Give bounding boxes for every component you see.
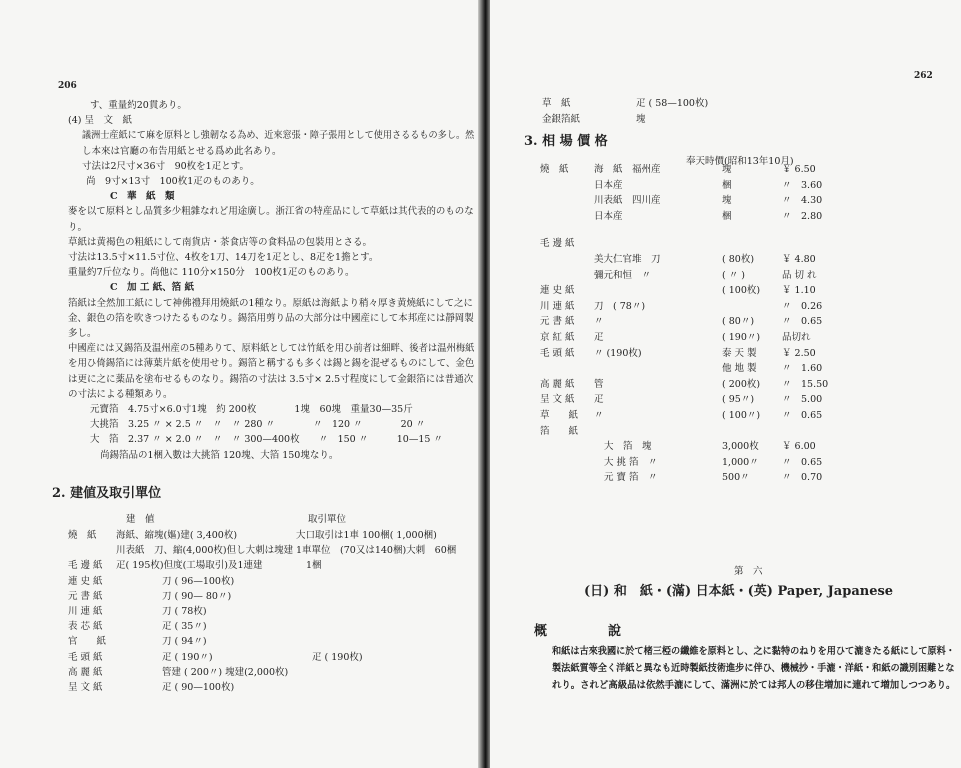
price-unit: ( 80〃) xyxy=(722,316,755,328)
overview-label: 說 xyxy=(608,624,622,639)
text-line: 金、銀色の箔を吹きつけたるものなり。錫箔用剪り品の大部分は中國産にして本邦産には靜岡製 xyxy=(68,312,474,324)
text-line: 尚錫箔品の1梱入數は大挑箔 120塊、大箔 150塊なり。 xyxy=(100,449,339,461)
price-variety: 日本産 xyxy=(594,210,623,222)
price-value: 品切れ xyxy=(782,332,811,343)
price-unit: ( 80枚) xyxy=(722,254,755,265)
price-item: 元 書 紙 xyxy=(540,316,575,328)
price-variety: 大 挑 箔 〃 xyxy=(604,456,658,468)
item-name: 金銀箔紙 xyxy=(542,114,581,125)
text-line: C 加 工 紙、箔 紙 xyxy=(110,282,194,294)
table-cell-price: 疋 ( 90—100枚) xyxy=(162,682,235,693)
price-variety: 美大仁官堆 刀 xyxy=(594,254,661,265)
price-value: 〃 0.65 xyxy=(782,456,823,468)
price-unit: ( 95〃) xyxy=(722,394,755,406)
price-unit: 塊 xyxy=(722,164,732,175)
text-line: 寸法は13.5寸×11.5寸位、4枚を1刀、14刀を1疋とし、8疋を1擔とす。 xyxy=(68,252,379,263)
text-line: し本來は官廳の布告用紙とせる爲め此名あり。 xyxy=(82,145,282,157)
price-variety: 川表紙 四川産 xyxy=(594,195,661,207)
price-value: 〃 0.65 xyxy=(782,316,823,328)
text-line: (4) 呈 文 紙 xyxy=(68,115,132,127)
price-item: 草 紙 xyxy=(540,410,579,421)
item-unit: 塊 xyxy=(636,114,646,125)
price-unit: ( 100枚) xyxy=(722,285,761,297)
table-cell-price: 刀 ( 90— 80〃) xyxy=(162,590,232,602)
price-item: 高 麗 紙 xyxy=(540,378,575,390)
text-line: 草紙は黄褐色の粗紙にして南貨店・茶食店等の食料品の包裝用とさる。 xyxy=(68,236,373,248)
price-variety: 日本産 xyxy=(594,179,623,191)
table-cell-unit: 1車單位 (70又は140梱)大刺 60梱 xyxy=(296,545,457,557)
text-line: 多し。 xyxy=(68,328,97,339)
table-cell-item: 高 麗 紙 xyxy=(68,666,103,678)
text-line: 大 箔 2.37 〃 × 2.0 〃 〃 〃 300—400枚 〃 150 〃 10—15 〃 xyxy=(90,434,443,446)
table-cell-price: 刀 ( 78枚) xyxy=(162,606,207,617)
price-unit: 梱 xyxy=(722,210,732,222)
text-line: を用ひ倚錫箔には薄葉片紙を使用せり。錫箔と稱するも多くは錫と錫を混ぜるものにして、金色 xyxy=(68,358,475,370)
text-line: の寸法による種類あり。 xyxy=(68,388,173,400)
overview-text: 和紙は古來我國に於て楮三椏の纖維を原料とし、之に黏特のねりを用ひて漉きたる紙にして原料・ xyxy=(552,646,955,657)
price-item: 燒 紙 xyxy=(540,164,569,175)
text-line: 中國産には又錫箔及温州産の5種ありて、原料紙としては竹紙を用ひ前者は細畔、後者は温州梅紙 xyxy=(68,343,475,355)
section-title: 2. 建値及取引單位 xyxy=(52,486,162,501)
table-cell-item: 連 史 紙 xyxy=(68,575,103,587)
price-value: 〃 0.65 xyxy=(782,410,823,421)
table-header: 建 値 xyxy=(126,514,155,525)
price-unit: ( 190〃) xyxy=(722,332,761,343)
chapter-number: 第 六 xyxy=(734,566,763,577)
price-variety: 疋 xyxy=(594,394,604,406)
page-number: 206 xyxy=(58,81,77,91)
price-value: ￥ 1.10 xyxy=(782,285,816,297)
price-value: 〃 15.50 xyxy=(782,378,829,390)
price-item: 毛 頭 紙 xyxy=(540,347,575,359)
text-line: 尚 9寸×13寸 100枚1疋のものあり。 xyxy=(86,176,260,187)
table-cell-price: 疋( 195枚)但度(工場取引)及1連建 xyxy=(116,560,263,572)
price-unit: 塊 xyxy=(722,195,732,207)
table-cell-unit: 1梱 xyxy=(306,560,322,572)
table-cell-unit: 疋 ( 190枚) xyxy=(312,651,363,663)
price-value: 〃 5.00 xyxy=(782,394,823,406)
price-unit: 他 地 製 xyxy=(722,363,757,375)
price-variety: 管 xyxy=(594,378,604,390)
price-item: 呈 文 紙 xyxy=(540,394,575,406)
text-line: C 華 紙 類 xyxy=(110,191,175,203)
price-unit: 梱 xyxy=(722,179,732,191)
price-variety: 大 箔 塊 xyxy=(604,441,652,453)
table-cell-price: 疋 ( 190〃) xyxy=(162,651,213,663)
price-value: ￥ 6.50 xyxy=(782,164,816,175)
overview-text: 製法紙質等全く洋紙と異なも近時製紙技術進步に伴ひ、機械抄・手漉・洋紙・和紙の識別困難とな xyxy=(552,663,955,674)
text-line: す、重量約20貫あり。 xyxy=(90,100,187,111)
price-variety: 海 紙 福州産 xyxy=(594,164,661,175)
text-line: 議洲士産紙にて麻を原料とし強韌なる為め、近來窓張・障子張用として使用さるるもの多し。然 xyxy=(82,130,475,142)
text-line: 大挑箔 3.25 〃 × 2.5 〃 〃 〃 280 〃 〃 120 〃 20 〃 xyxy=(90,419,426,431)
table-cell-item: 川 連 紙 xyxy=(68,606,103,617)
price-variety: 元 寶 箔 〃 xyxy=(604,472,658,484)
price-variety: 〃 xyxy=(594,410,604,421)
price-unit: 3,000枚 xyxy=(722,441,759,453)
price-variety: 〃 (190枚) xyxy=(594,347,642,359)
text-line: は更に之に薬品を塗布せるものなり。錫箔の寸法は 3.5寸× 2.5寸程度にして金銀箔には普通次 xyxy=(68,373,474,385)
price-item: 箔 紙 xyxy=(540,425,579,437)
price-variety: 彌元和恒 〃 xyxy=(594,269,652,281)
price-value: 〃 0.70 xyxy=(782,472,823,484)
table-cell-price: 海紙、縮塊(嫗)建( 3,400枚) xyxy=(116,530,238,541)
table-header: 取引單位 xyxy=(308,514,347,525)
table-cell-item: 表 芯 紙 xyxy=(68,621,103,633)
table-cell-price: 刀 ( 94〃) xyxy=(162,636,207,648)
section-title: 3. 相 場 價 格 xyxy=(524,134,608,149)
prices-header: 奉天時價(昭和13年10月) xyxy=(686,156,794,167)
text-line: り。 xyxy=(68,221,88,233)
price-item: 川 連 紙 xyxy=(540,300,575,312)
text-line: 重量約7斤位なり。尚他に 110分×150分 100枚1疋のものあり。 xyxy=(68,267,355,279)
text-line: 箔紙は全然加工紙にして神佛禮拜用燒紙の1種なり。原紙は海紙より稍々厚き黄燒紙にして之に xyxy=(68,297,474,309)
text-line: 寸法は2尺寸×36寸 90枚を1疋とす。 xyxy=(82,160,249,172)
page-number: 262 xyxy=(914,71,933,81)
overview-label: 概 xyxy=(534,624,548,639)
price-unit: ( 100〃) xyxy=(722,410,761,421)
table-cell-price: 管建 ( 200〃) 塊建(2,000枚) xyxy=(162,666,289,678)
table-cell-item: 元 書 紙 xyxy=(68,590,103,602)
price-value: 〃 3.60 xyxy=(782,179,823,191)
right-page xyxy=(490,0,961,768)
price-unit: 泰 天 製 xyxy=(722,347,757,359)
price-item: 京 紅 紙 xyxy=(540,332,575,343)
price-value: ￥ 4.80 xyxy=(782,254,816,265)
price-value: ￥ 2.50 xyxy=(782,347,816,359)
table-cell-price: 疋 ( 35〃) xyxy=(162,621,207,633)
price-value: ￥ 6.00 xyxy=(782,441,816,453)
price-value: 〃 4.30 xyxy=(782,195,823,207)
table-cell-item: 燒 紙 xyxy=(68,530,97,541)
price-value: 〃 1.60 xyxy=(782,363,823,375)
price-variety: 刀 ( 78〃) xyxy=(594,300,646,312)
item-name: 草 紙 xyxy=(542,98,571,109)
text-line: 麥を以て原料とし品質多少粗雜なれど用途廣し。浙江省の特産品にして草紙は其代表的のものな xyxy=(68,206,474,218)
overview-text: れり。されど高級品は依然手漉にして、滿洲に於ては邦人の移住増加に連れて増加しつつあり。 xyxy=(552,680,956,691)
price-value: 品 切 れ xyxy=(782,269,817,281)
text-line: 元寶箔 4.75寸×6.0寸1塊 約 200枚 1塊 60塊 重量30—35斤 xyxy=(90,404,413,415)
item-unit: 疋 ( 58—100枚) xyxy=(636,98,709,109)
chapter-title: (日) 和 紙・(滿) 日本紙・(英) Paper, Japanese xyxy=(584,584,894,599)
table-cell-item: 毛 頭 紙 xyxy=(68,651,103,663)
price-value: 〃 0.26 xyxy=(782,300,823,312)
price-item: 毛 邊 紙 xyxy=(540,238,575,250)
table-cell-price: 刀 ( 96—100枚) xyxy=(162,575,235,587)
price-variety: 疋 xyxy=(594,332,604,343)
table-cell-unit: 大口取引は1車 100梱( 1,000梱) xyxy=(296,530,437,541)
table-cell-item: 呈 文 紙 xyxy=(68,682,103,693)
left-page xyxy=(0,0,480,768)
price-item: 連 史 紙 xyxy=(540,285,575,297)
table-cell-price: 川表紙 刀、縮(4,000枚)但し大刺は塊建 xyxy=(116,545,294,557)
price-value: 〃 2.80 xyxy=(782,210,823,222)
price-unit: ( 200枚) xyxy=(722,378,761,390)
price-unit: ( 〃 ) xyxy=(722,269,745,281)
price-variety: 〃 xyxy=(594,316,604,328)
price-unit: 1,000〃 xyxy=(722,456,759,468)
table-cell-item: 官 紙 xyxy=(68,636,107,648)
price-unit: 500〃 xyxy=(722,472,750,484)
table-cell-item: 毛 邊 紙 xyxy=(68,560,103,572)
